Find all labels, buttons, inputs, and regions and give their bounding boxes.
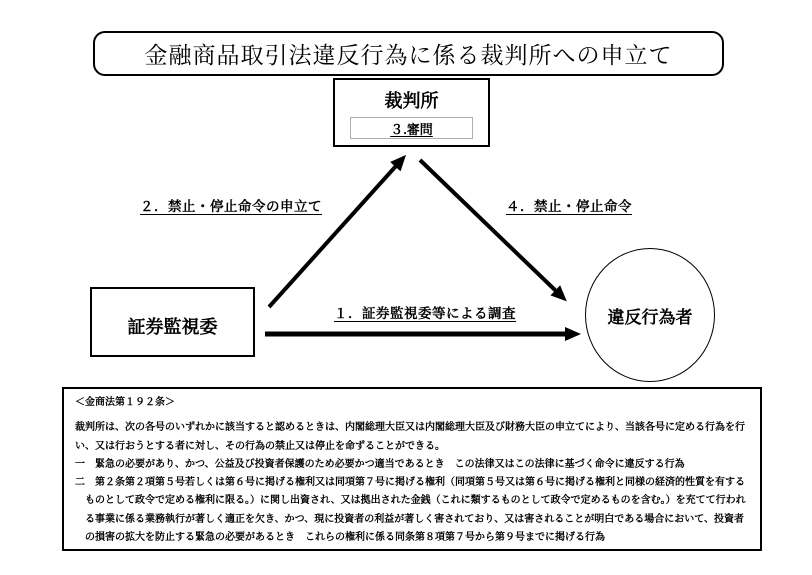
law-intro: 裁判所は、次の各号のいずれかに該当すると認めるときは、内閣総理大臣又は内閣総理大臣及び財務大臣の申立てにより、当該各号に定める行為を行い、又は行おうとする者に対し、その行為の禁止又は停止を命ずることができる。	[75, 422, 745, 452]
court-label: 裁判所	[384, 91, 439, 111]
arrow-label-petition: ２．禁止・停止命令の申立て	[140, 199, 322, 214]
page-title: 金融商品取引法違反行為に係る裁判所への申立て	[144, 42, 673, 68]
arrow-label-investigation: １．証券監視委等による調査	[334, 306, 516, 321]
violator-circle	[585, 248, 715, 382]
law-item-2: 二 第２条第２項第５号若しくは第６号に掲げる権利又は同項第７号に掲げる権利（同項第５号又は第６号に掲げる権利と同様の経済的性質を有するものとして政令で定める権利に限る。）に関し出資され、又は拠出された金銭（これに類するものとして政令で定めるものを含む。）を充てて行われる事業に係る業務執行が著しく適正を欠き、かつ、現に投資者の利益が著しく害されており、又は害されることが明白である場合において、投資者の損害の拡大を防止する緊急の必要があるとき これらの権利に係る同条第８項第７号から第９号までに掲げる行為	[75, 477, 746, 544]
law-heading: ＜金商法第１９２条＞	[75, 397, 175, 408]
hearing-box	[350, 117, 473, 139]
court-box	[333, 78, 490, 147]
arrow-label-order: ４．禁止・停止命令	[506, 199, 632, 214]
sesc-label: 証券監視委	[127, 317, 218, 337]
violator-label: 違反行為者	[607, 307, 693, 327]
sesc-box	[90, 287, 255, 357]
arrow-petition	[269, 166, 396, 307]
arrow-order	[420, 160, 556, 291]
law-item-1: 一 緊急の必要があり、かつ、公益及び投資者保護のため必要かつ適当であるとき この法律又はこの法律に基づく命令に違反する行為	[75, 458, 685, 470]
hearing-step-label: ３.審問	[390, 121, 433, 137]
law-reference-box	[62, 387, 762, 551]
